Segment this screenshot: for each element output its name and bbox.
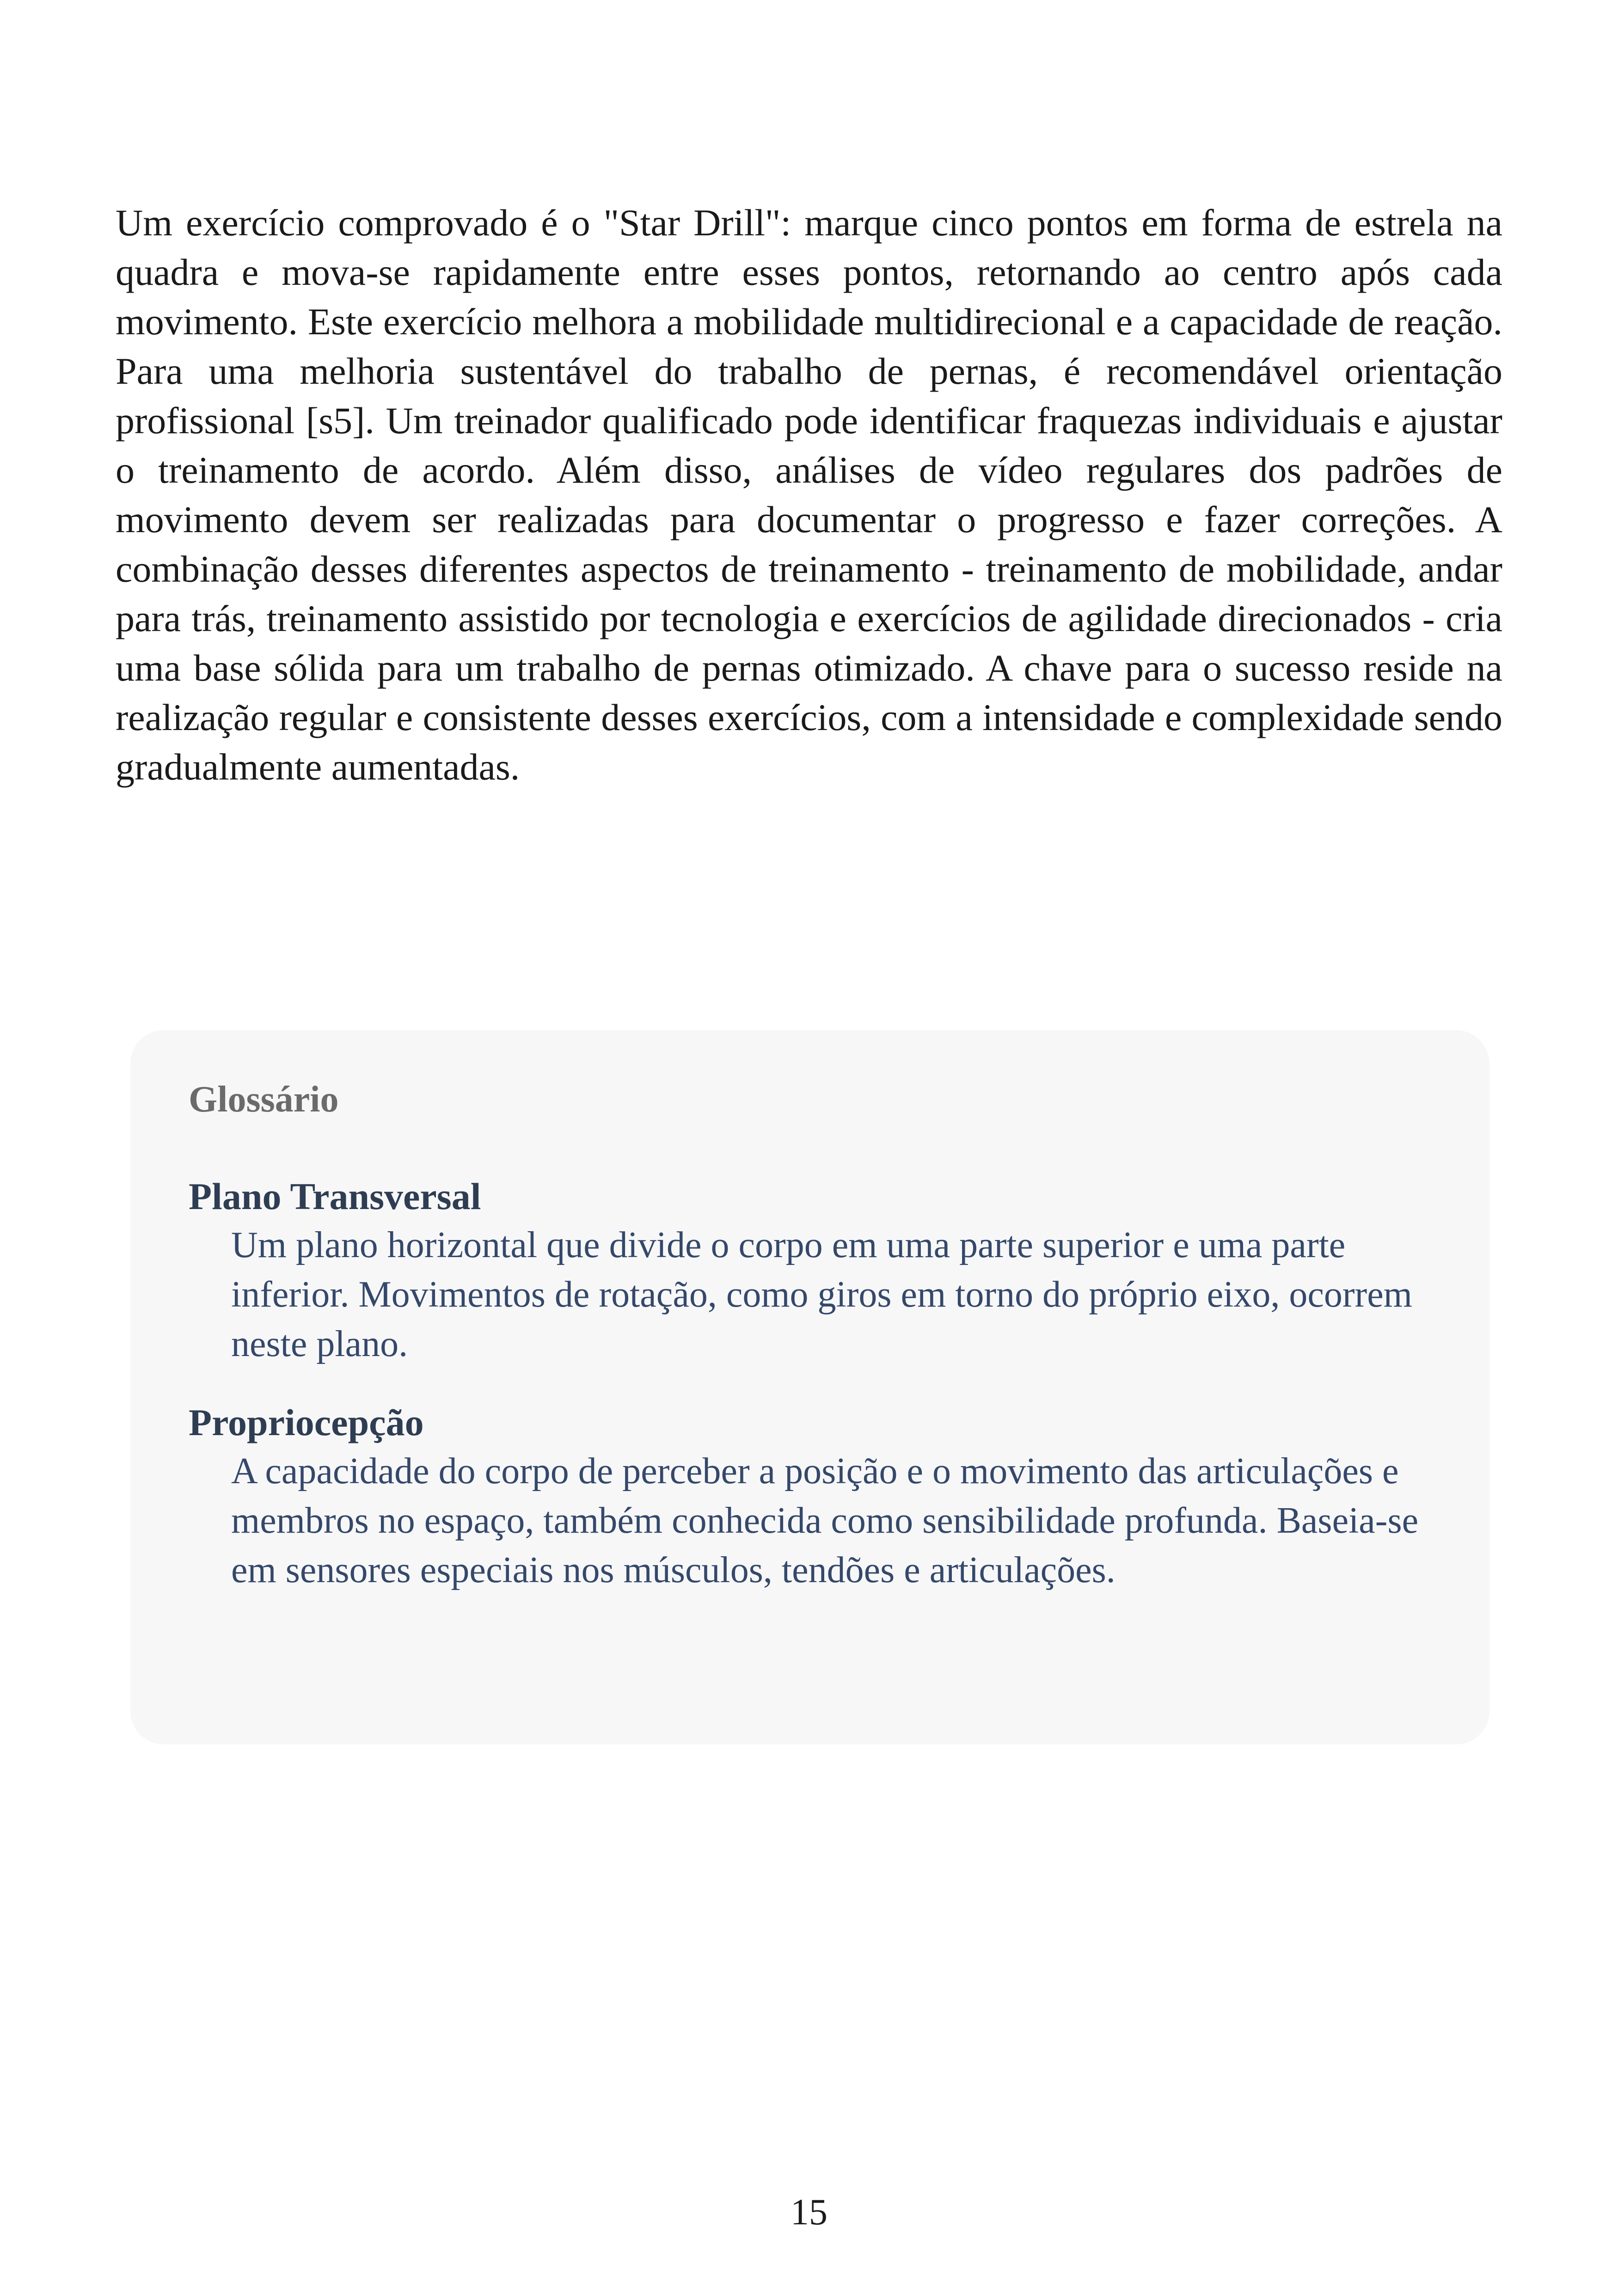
body-paragraph: Um exercício comprovado é o "Star Drill": marque cinco pontos em forma de estrela na quadra e mova-se rapidamente entre esses pontos, retornando ao centro após cada movimento. Este exercício melhora a mobilidade multidirecional e a capacidade de reação. Para uma melhoria sustentável do trabalho de pernas, é recomendável orientação profissional [s5]. Um treinador qualificado pode identificar fraquezas individuais e ajustar o treinamento de acordo. Além disso, análises de vídeo regulares dos padrões de movimento devem ser realizadas para documentar o progresso e fazer correções. A combinação desses diferentes aspectos de treinamento - treinamento de mobilidade, andar para trás, treinamento assistido por tecnologia e exercícios de agilidade direcionados - cria uma base sólida para um trabalho de pernas otimizado. A chave para o sucesso reside na realização regular e consistente desses exercícios, com a intensidade e complexidade sendo gradualmente aumentadas. bbox=[116, 202, 1502, 788]
glossary-term: Plano Transversal bbox=[189, 1175, 481, 1217]
glossary-term: Propriocepção bbox=[189, 1401, 424, 1443]
page-number: 15 bbox=[791, 2192, 827, 2233]
glossary-definition: Um plano horizontal que divide o corpo em uma parte superior e uma parte inferior. Movimentos de rotação, como giros em torno do próprio eixo, ocorrem neste plano. bbox=[231, 1225, 1412, 1364]
glossary-entry bbox=[189, 1399, 1429, 1595]
glossary-title: Glossário bbox=[189, 1079, 339, 1120]
glossary-entry bbox=[189, 1173, 1429, 1369]
glossary-box bbox=[130, 1030, 1489, 1744]
glossary-definition: A capacidade do corpo de perceber a posição e o movimento das articulações e membros no espaço, também conhecida como sensibilidade profunda. Baseia-se em sensores especiais nos músculos, tendões e articulações. bbox=[231, 1451, 1419, 1590]
